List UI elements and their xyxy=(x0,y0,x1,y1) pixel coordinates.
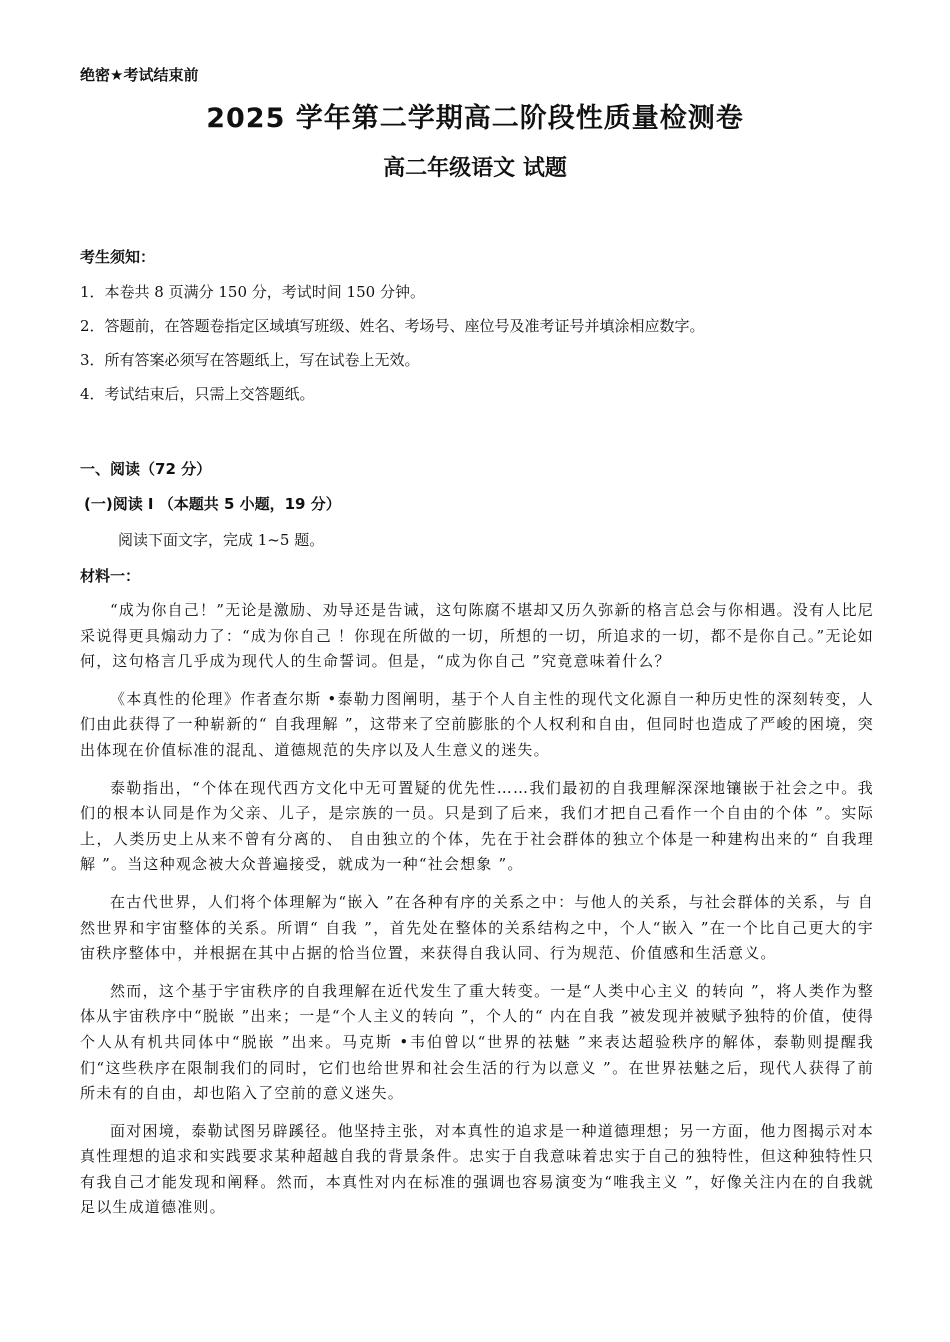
reading-instruction: 阅读下面文字，完成 1~5 题。 xyxy=(118,531,325,549)
material-body xyxy=(80,598,874,1233)
notice-heading: 考生须知： xyxy=(80,248,156,266)
notice-item: 4．考试结束后，只需上交答题纸。 xyxy=(80,385,315,403)
section-heading: 一、阅读（72 分） xyxy=(80,460,212,478)
notice-item: 3．所有答案必须写在答题纸上，写在试卷上无效。 xyxy=(80,351,420,369)
paragraph: “成为你自己！”无论是激励、劝导还是告诫，这句陈腐不堪却又历久弥新的格言总会与你相遇。没有人比尼采说得更具煽动力了：“成为你自己 ！你现在所做的一切，所想的一切，所追求的一切，都不是你自己。”无论如何，这句格言几乎成为现代人的生命誓词。但是，“成为你自己 ”究竟意味着什么？ xyxy=(80,601,874,671)
exam-title: 2025 学年第二学期高二阶段性质量检测卷 xyxy=(206,103,744,134)
paragraph: 《本真性的伦理》作者查尔斯 •泰勒力图阐明，基于个人自主性的现代文化源自一种历史性的深刻转变，人们由此获得了一种崭新的“ 自我理解 ”，这带来了空前膨胀的个人权利和自由，但同时也造成了严峻的困境，突出体现在价值标准的混乱、道德规范的失序以及人生意义的迷失。 xyxy=(80,689,874,759)
paragraph: 泰勒指出，“个体在现代西方文化中无可置疑的优先性……我们最初的自我理解深深地镶嵌于社会之中。我们的根本认同是作为父亲、儿子，是宗族的一员。只是到了后来，我们才把自己看作一个自由的个体 ”。实际上，人类历史上从来不曾有分离的、 自由独立的个体，先在于社会群体的独立个体是一种建构出来的“ 自我理解 ”。当这种观念被大众普遍接受，就成为一种“社会想象 ”。 xyxy=(80,778,874,874)
notice-item: 2．答题前，在答题卷指定区域填写班级、姓名、考场号、座位号及准考证号并填涂相应数字。 xyxy=(80,317,705,335)
confidential-mark: 绝密★考试结束前 xyxy=(80,66,199,84)
paragraph: 然而，这个基于宇宙秩序的自我理解在近代发生了重大转变。一是“人类中心主义 的转向 ”，将人类作为整体从宇宙秩序中“脱嵌 ”出来；一是“个人主义的转向 ”，个人的“ 内在自我 ”被发现并被赋予独特的价值，使得个人从有机共同体中“脱嵌 ”出来。马克斯 •韦伯曾以“世界的祛魅 ”来表达超验秩序的解体，泰勒则提醒我们“这些秩序在限制我们的同时，它们也给世界和社会生活的行为以意义 ”。在世界祛魅之后，现代人获得了前所未有的自由，却也陷入了空前的意义迷失。 xyxy=(80,981,874,1103)
paragraph: 面对困境，泰勒试图另辟蹊径。他坚持主张，对本真性的追求是一种道德理想；另一方面，他力图揭示对本真性理想的追求和实践要求某种超越自我的背景条件。忠实于自我意味着忠实于自己的独特性，但这种独特性只有我自己才能发现和阐释。然而，本真性对内在标准的强调也容易演变为“唯我主义 ”，好像关注内在的自我就足以生成道德准则。 xyxy=(80,1121,874,1217)
exam-subtitle: 高二年级语文 试题 xyxy=(383,156,567,181)
paragraph: 在古代世界，人们将个体理解为“嵌入 ”在各种有序的关系之中：与他人的关系，与社会群体的关系，与 自然世界和宇宙整体的关系。所谓“ 自我 ”，首先处在整体的关系结构之中，个人“嵌入 ”在一个比自己更大的宇宙秩序整体中，并根据在其中占据的恰当位置，来获得自我认同、行为规范、价值感和生活意义。 xyxy=(80,892,874,963)
notice-list xyxy=(80,281,880,417)
subsection-heading: (一)阅读 Ⅰ （本题共 5 小题，19 分） xyxy=(84,495,341,513)
material-heading: 材料一： xyxy=(80,567,141,585)
notice-item: 1．本卷共 8 页满分 150 分，考试时间 150 分钟。 xyxy=(80,283,425,301)
